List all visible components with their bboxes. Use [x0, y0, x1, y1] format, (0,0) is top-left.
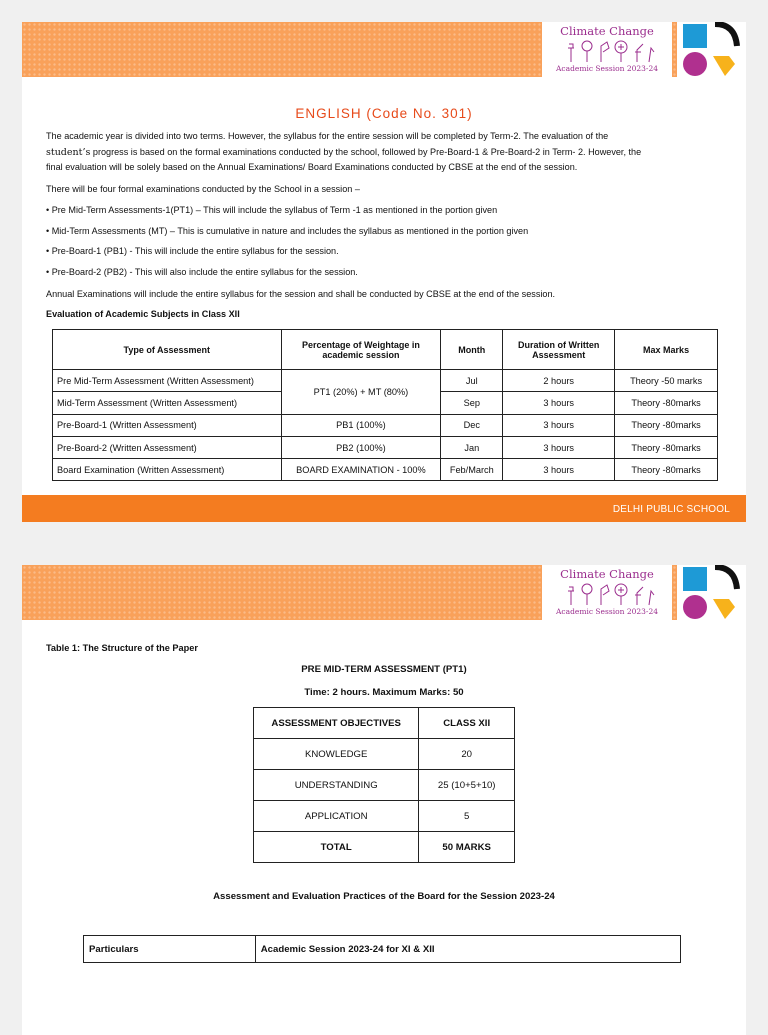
particulars-table — [83, 935, 681, 963]
table-header-row — [53, 330, 718, 370]
campaign-session: Academic Session 2023-24 — [556, 607, 658, 616]
black-arc-icon — [711, 565, 741, 591]
table-cell: Particulars — [84, 936, 256, 963]
bullet-pt1: • Pre Mid-Term Assessments-1(PT1) – This will include the syllabus of Term -1 as mentioned in the portion given — [46, 205, 498, 215]
table-total-row — [254, 832, 515, 863]
paper-structure-table — [253, 707, 515, 863]
climate-change-badge — [542, 565, 672, 620]
table-cell: Feb/March — [441, 459, 503, 481]
table-row — [53, 436, 718, 458]
table-cell: Pre-Board-2 (Written Assessment) — [53, 436, 282, 458]
magenta-circle-icon — [683, 595, 707, 619]
table-cell: TOTAL — [254, 832, 419, 863]
evaluation-table — [52, 329, 718, 481]
intro-serif-word: student’s — [46, 147, 91, 158]
table-cell: Theory -80marks — [615, 436, 718, 458]
table-cell: 50 MARKS — [419, 832, 515, 863]
table-cell: 3 hours — [503, 414, 615, 436]
table-cell: 20 — [419, 739, 515, 770]
header-cell: CLASS XII — [419, 708, 515, 739]
hands-illustration-icon — [565, 581, 655, 607]
blue-square-icon — [683, 24, 707, 48]
climate-change-badge — [542, 22, 672, 77]
table-cell: Board Examination (Written Assessment) — [53, 459, 282, 481]
section-heading: PRE MID-TERM ASSESSMENT (PT1) — [301, 664, 467, 675]
table-cell: Academic Session 2023-24 for XI & XII — [255, 936, 680, 963]
table-cell: 5 — [419, 801, 515, 832]
table-cell: Dec — [441, 414, 503, 436]
annual-exam-line: Annual Examinations will include the entire syllabus for the session and shall be conducted by CBSE at the end of the session. — [46, 289, 556, 299]
table-cell: APPLICATION — [254, 801, 419, 832]
table-row — [53, 370, 718, 392]
table-row — [254, 770, 515, 801]
header-cell: Duration of Written Assessment — [503, 330, 615, 370]
table-cell: Theory -80marks — [615, 459, 718, 481]
table-cell: Theory -80marks — [615, 392, 718, 414]
brand-logo-blocks — [677, 565, 746, 620]
yellow-diamond-icon — [711, 52, 737, 78]
school-name: DELHI PUBLIC SCHOOL — [612, 504, 730, 515]
table-row — [53, 414, 718, 436]
table-cell: Pre-Board-1 (Written Assessment) — [53, 414, 282, 436]
table-cell: PB2 (100%) — [281, 436, 441, 458]
campaign-title: Climate Change — [560, 24, 654, 38]
hands-illustration-icon — [565, 38, 655, 64]
table-row — [53, 459, 718, 481]
table-row — [254, 739, 515, 770]
header-cell: ASSESSMENT OBJECTIVES — [254, 708, 419, 739]
table-row — [84, 936, 681, 963]
table-cell: UNDERSTANDING — [254, 770, 419, 801]
table-cell: 2 hours — [503, 370, 615, 392]
table-cell: Theory -50 marks — [615, 370, 718, 392]
yellow-diamond-icon — [711, 595, 737, 621]
table-caption: Table 1: The Structure of the Paper — [46, 643, 198, 653]
campaign-session: Academic Session 2023-24 — [556, 64, 658, 73]
table-cell: 3 hours — [503, 459, 615, 481]
blue-square-icon — [683, 567, 707, 591]
table-cell: BOARD EXAMINATION - 100% — [281, 459, 441, 481]
campaign-title: Climate Change — [560, 567, 654, 581]
table-cell: Mid-Term Assessment (Written Assessment) — [53, 392, 282, 414]
table-cell: 3 hours — [503, 436, 615, 458]
table-cell: Sep — [441, 392, 503, 414]
intro-line-2 — [46, 145, 726, 161]
document-page-1 — [22, 22, 746, 522]
four-exams-line: There will be four formal examinations conducted by the School in a session – — [46, 184, 360, 194]
table-header-row — [254, 708, 515, 739]
header-cell: Max Marks — [615, 330, 718, 370]
bullet-pb1: • Pre-Board-1 (PB1) - This will include the entire syllabus for the session. — [46, 246, 339, 256]
header-cell: Month — [441, 330, 503, 370]
bullet-mt: • Mid-Term Assessments (MT) – This is cumulative in nature and includes the syllabus as mentioned in the portion given — [46, 226, 529, 236]
bullet-pb2: • Pre-Board-2 (PB2) - This will also include the entire syllabus for the session. — [46, 267, 358, 277]
table-heading: Evaluation of Academic Subjects in Class XII — [46, 309, 240, 319]
practices-heading: Assessment and Evaluation Practices of the Board for the Session 2023-24 — [213, 891, 555, 902]
table-cell: 3 hours — [503, 392, 615, 414]
table-cell: PB1 (100%) — [281, 414, 441, 436]
magenta-circle-icon — [683, 52, 707, 76]
black-arc-icon — [711, 22, 741, 48]
intro-line-3: final evaluation will be solely based on the Annual Examinations/ Board Examinations conducted by CBSE at the end of the session. — [46, 162, 578, 172]
table-cell: 25 (10+5+10) — [419, 770, 515, 801]
footer-bar — [22, 495, 746, 522]
table-cell: KNOWLEDGE — [254, 739, 419, 770]
section-subheading: Time: 2 hours. Maximum Marks: 50 — [304, 687, 464, 698]
table-cell: Theory -80marks — [615, 414, 718, 436]
header-cell: Type of Assessment — [53, 330, 282, 370]
document-page-2 — [22, 565, 746, 1035]
table-row — [254, 801, 515, 832]
page-title: ENGLISH (Code No. 301) — [295, 106, 473, 121]
table-cell: Jul — [441, 370, 503, 392]
table-cell: Pre Mid-Term Assessment (Written Assessment) — [53, 370, 282, 392]
intro-line-1: The academic year is divided into two terms. However, the syllabus for the entire session will be completed by Term-2. The evaluation of the — [46, 131, 609, 141]
header-cell: Percentage of Weightage in academic session — [281, 330, 441, 370]
table-cell: PT1 (20%) + MT (80%) — [281, 370, 441, 415]
intro-line-2-text: progress is based on the formal examinations conducted by the school, followed by Pre-Board-1 & Pre-Board-2 in Term- 2. However, the — [92, 147, 642, 157]
brand-logo-blocks — [677, 22, 746, 77]
table-cell: Jan — [441, 436, 503, 458]
